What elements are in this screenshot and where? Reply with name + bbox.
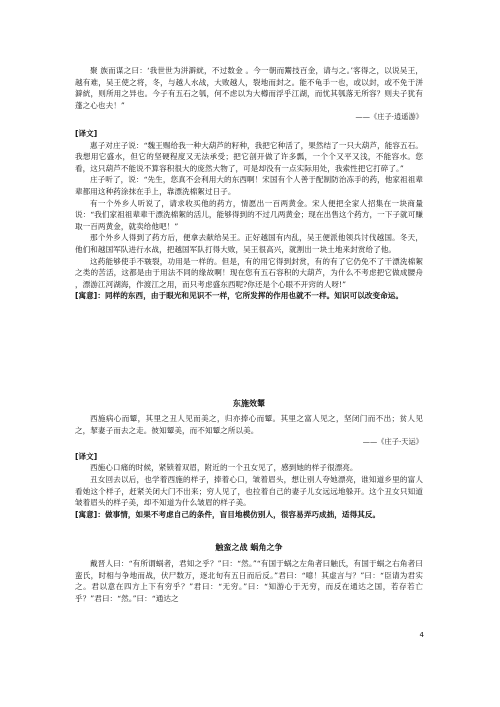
translation-block-1 bbox=[75, 128, 423, 302]
translation-paragraph: 有一个外乡人听说了，请求收买他的药方，情愿出一百两黄金。宋人便把全家人招集在一块商量说：“我们家祖祖辈辈干漂洗棉絮的活儿，能够得到的不过几两黄金；现在出售这个药方，一下子就可赚取一百两黄金，就卖给他吧！” bbox=[75, 198, 423, 231]
moral-text: 同样的东西，由于眼光和见识不一样，它所发挥的作用也就不一样。知识可以改变命运。 bbox=[104, 291, 404, 301]
section-chuman bbox=[75, 542, 423, 604]
moral-text: 做事情，如果不考虑自己的条件，盲目地模仿别人，很容易弄巧成拙，适得其反。 bbox=[104, 509, 381, 519]
translation-paragraph: 这药能够使手不皲裂，功用是一样的。但是，有的用它得到封赏，有的有了它仍免不了干漂洗棉絮之类的苦活，这都是由于用法不同的缘故啊！现在您有五石容积的大葫芦，为什么不考虑把它做成腰舟 ，漂游江河湖海，作渡江之用，而只考虑盛东西呢?你还是个心眼不开窍的人呀!” bbox=[75, 256, 423, 289]
translation-label: [译文] bbox=[75, 451, 98, 461]
moral-label: [寓意]： bbox=[75, 291, 105, 301]
quote-source: ——《庄子·天运》 bbox=[362, 437, 423, 447]
translation-paragraph: 西施心口痛的时候，紧锁着双眉，附近的一个丑女见了，感到她的样子很漂亮。 bbox=[90, 463, 358, 473]
page-number: 4 bbox=[419, 631, 424, 639]
translation-label: [译文] bbox=[75, 129, 98, 138]
section-title: 触蛮之战 蜗角之争 bbox=[215, 543, 283, 552]
moral-label: [寓意]： bbox=[75, 509, 105, 519]
moral-paragraph bbox=[75, 290, 423, 302]
translation-paragraph: 丑女回去以后，也学着西施的样子，捧着心口，皱着眉头，想让别人夸她漂亮，谁知道乡里的富人看她这个样子，赶紧关闭大门不出来；穷人见了，也拉着自己的妻子儿女远远地躲开。这个丑女只知道皱着眉头的样子美，却不知道为什么皱眉的样子美。 bbox=[75, 474, 423, 508]
classical-quote: 西施病心而颦，其里之丑人见而美之，归亦捧心而颦。其里之富人见之，坚闭门而不出；贫人见之，挈妻子而去之走。彼知颦美，而不知颦之所以美。 bbox=[75, 414, 423, 435]
translation-paragraph: 惠子对庄子说：“魏王赐给我一种大葫芦的籽种，我把它种活了，果然结了一只大葫芦，能容五石。我想用它盛水，但它的坚硬程度又无法承受；把它剖开做了许多瓢，一个个又平又浅，不能容水。您看，这只葫芦不能说不算容积很大的庞然大物了，可是却没有一点实际用处，我索性把它打碎了。” bbox=[75, 140, 423, 173]
section-dongshi bbox=[75, 398, 423, 520]
translation-paragraph: 庄子听了，说：“先生，您真不会利用大的东西啊！宋国有个人善于配制防治冻手的药，他家祖祖辈辈都用这种药涂抹在手上，靠漂洗棉絮过日子。 bbox=[75, 175, 423, 196]
translation-paragraph: 那个外乡人得到了药方后，便拿去献给吴王。正好越国有内乱，吴王便派他领兵讨伐越国。冬天，他们和越国军队进行水战，把越国军队打得大败，吴王很高兴，就割出一块土地来封赏给了他。 bbox=[75, 233, 423, 254]
classical-quote: 聚 族而谋之曰：‘我世世为洴澼絖，不过数金 。今一朝而鬻技百金，请与之。’客得之，以说吴王，越有难，吴王使之将，冬，与越人水战，大败越人，裂地而封之。能不龟手一也，或以封，或不免于洴澼絖，则所用之异也。今子有五石之瓠，何不虑以为大樽而浮乎江湖，而忧其瓠落无所容？则夫子犹有蓬之心也夫！” bbox=[75, 66, 423, 110]
classical-quote: 戴晋人曰：“有所谓蜗者，君知之乎？”曰：“然。”“有国于蜗之左角者曰触氏，有国于蜗之右角者曰 蛮氏，时相与争地而战，伏尸数万，逐北旬有五日而后反。”君曰：“噫！其虚言与？”曰：“臣请为君实之。君以意在四方上下有穷乎？”君曰：“无穷。”曰：“知游心于无穷，而反在通达之国，若存若亡乎？”君曰：“然。”曰：“通达之 bbox=[75, 559, 423, 603]
moral-paragraph bbox=[75, 509, 423, 521]
section-title: 东施效颦 bbox=[232, 399, 266, 408]
quote-source: ——《庄子·逍遥游》 bbox=[355, 112, 423, 122]
section-xiaoyaoyou bbox=[75, 65, 423, 123]
